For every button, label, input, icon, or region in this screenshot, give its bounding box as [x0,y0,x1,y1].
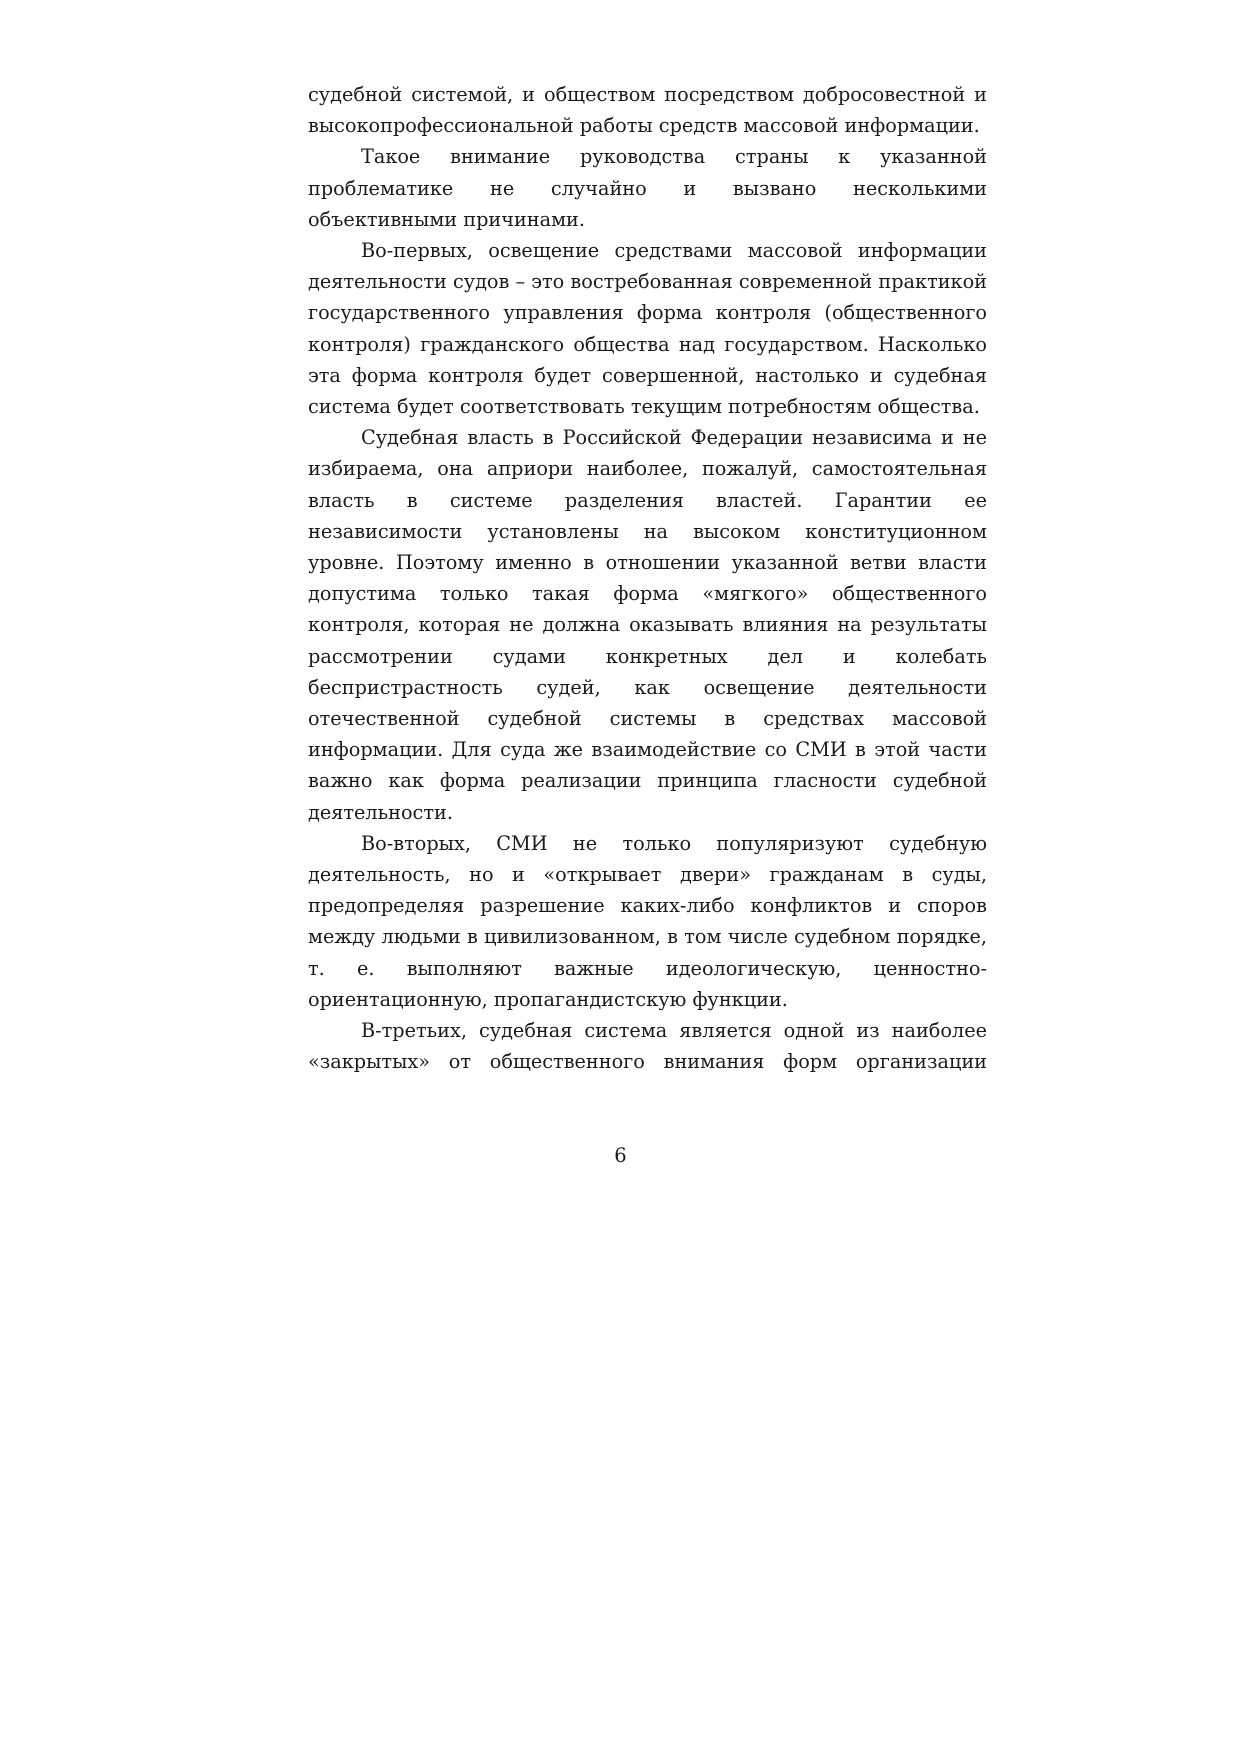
paragraph-truncated: В-третьих, судебная система является одной из наиболее «закрытых» от общественного внимания форм организации [308,1019,987,1074]
paragraph-continuation: судебной системой, и обществом посредством добросовестной и высокопрофессиональной работы средств массовой информации. [308,83,987,138]
body-text [308,79,987,1078]
page-number: 6 [614,1144,627,1167]
paragraph: Во-вторых, СМИ не только популяризуют судебную деятельность, но и «открывает двери» гражданам в суды, предопределяя разрешение каких-либо конфликтов и споров между людьми в цивилизованном, в том числе судебном порядке, т. е. выполняют важные идеологическую, ценностно-ориентационную, пропагандистскую функции. [308,831,987,1011]
paragraph: Такое внимание руководства страны к указанной проблематике не случайно и вызвано несколькими объективными причинами. [308,145,987,231]
paragraph: Во-первых, освещение средствами массовой информации деятельности судов – это востребованная современной практикой государственного управления форма контроля (общественного контроля) гражданского общества над государством. Насколько эта форма контроля будет совершенной, настолько и судебная система будет соответствовать текущим потребностям общества. [308,239,987,419]
paragraph: Судебная власть в Российской Федерации независима и не избираема, она априори наиболее, пожалуй, самостоятельная власть в системе разделения властей. Гарантии ее независимости установлены на высоком конституционном уровне. Поэтому именно в отношении указанной ветви власти допустима только такая форма «мягкого» общественного контроля, которая не должна оказывать влияния на результаты рассмотрении судами конкретных дел и колебать беспристрастность судей, как освещение деятельности отечественной судебной системы в средствах массовой информации. Для суда же взаимодействие со СМИ в этой части важно как форма реализации принципа гласности судебной деятельности. [308,426,987,824]
